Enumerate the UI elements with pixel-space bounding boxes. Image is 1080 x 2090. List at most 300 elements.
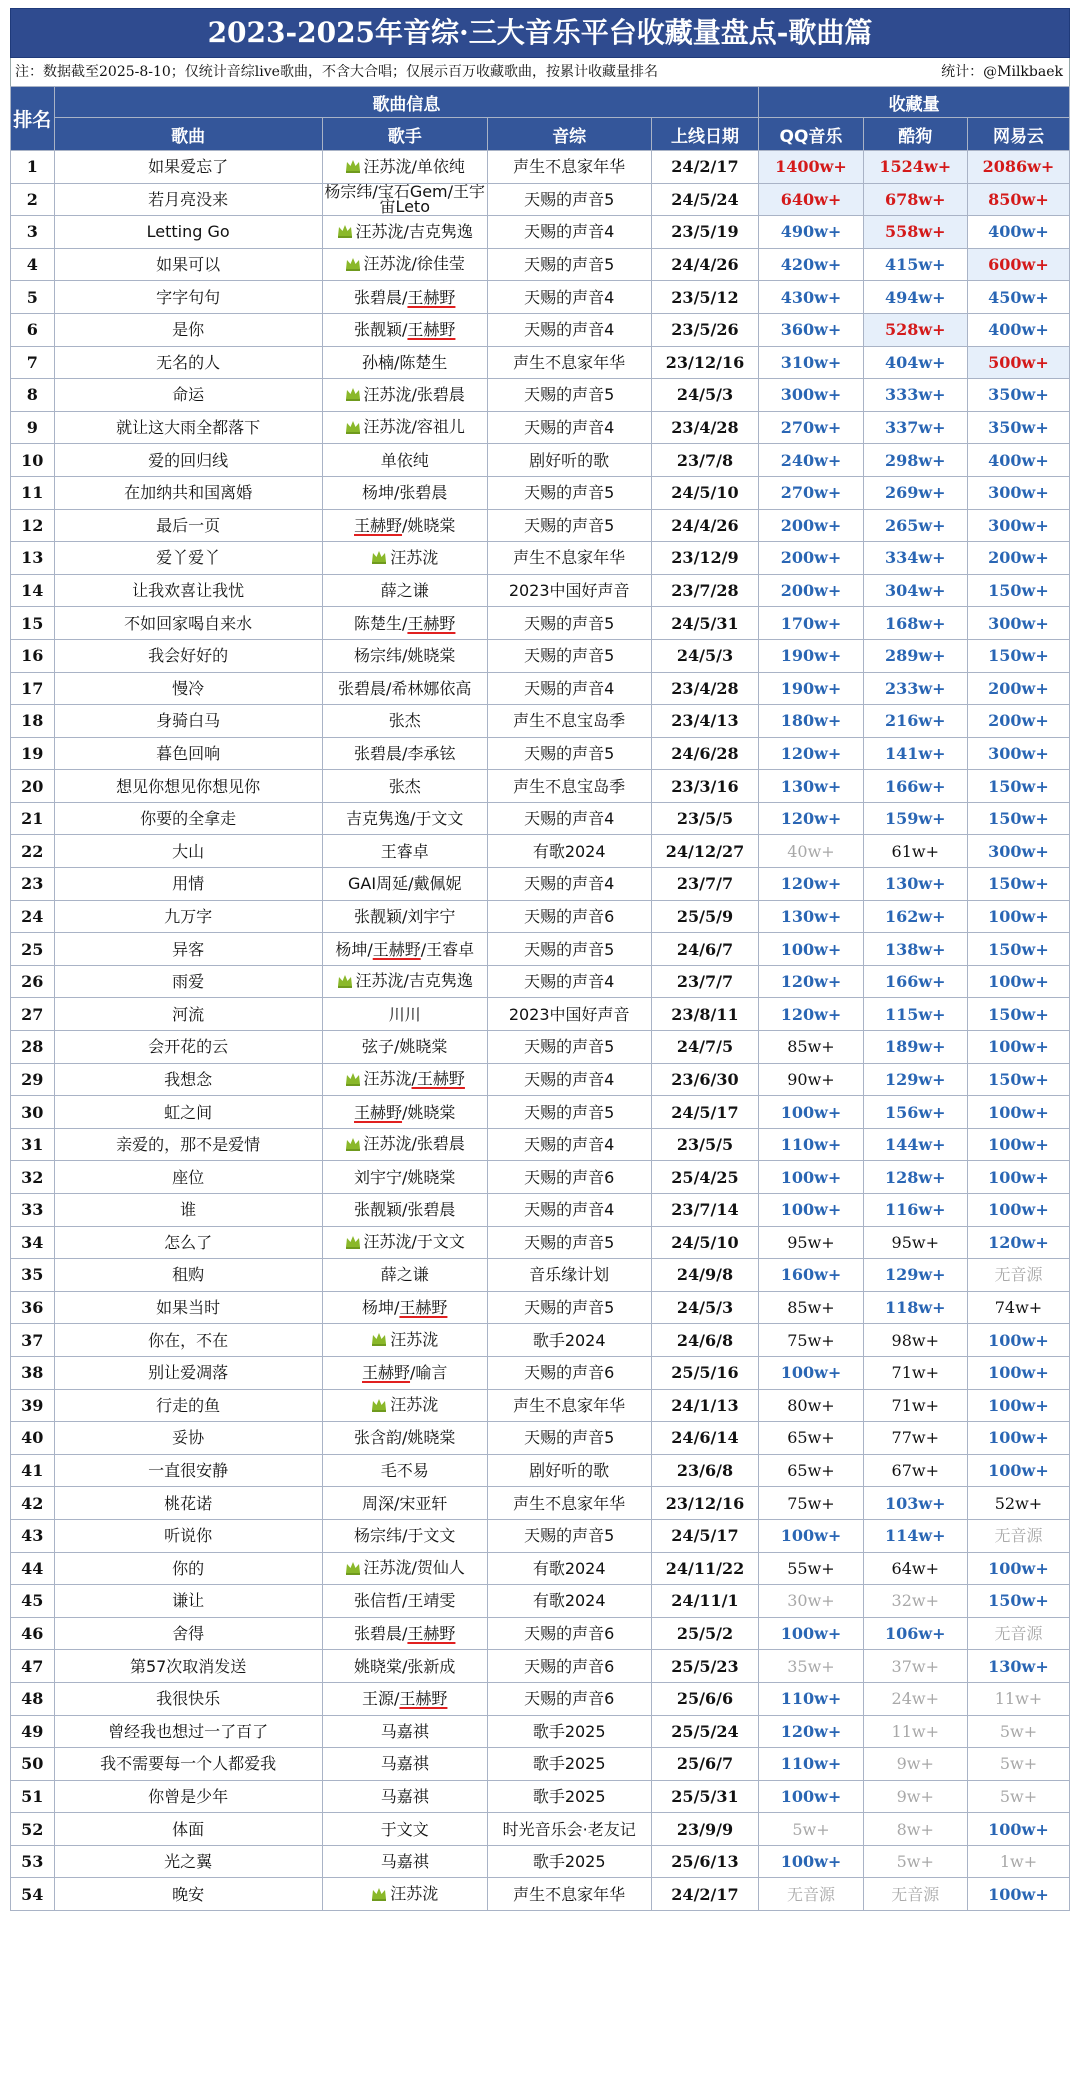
- stat-credit: 统计：@Milkbaek: [941, 64, 1063, 80]
- qq-count-cell: 180w+: [759, 705, 863, 738]
- kugou-count-cell: 233w+: [863, 672, 967, 705]
- kugou-count-cell: 64w+: [863, 1552, 967, 1585]
- table-row: [11, 835, 1070, 868]
- kugou-count-cell: 162w+: [863, 900, 967, 933]
- artist-cell: [322, 1617, 487, 1650]
- kugou-count-cell: 528w+: [863, 313, 967, 346]
- song-cell: 体面: [54, 1813, 322, 1846]
- netease-count-cell: 150w+: [967, 933, 1069, 966]
- artist-name-part: 单依纯: [380, 450, 429, 470]
- rank-cell: 27: [11, 998, 55, 1031]
- table-row: [11, 1650, 1070, 1683]
- qq-count-cell: 100w+: [759, 933, 863, 966]
- netease-count-cell: 200w+: [967, 705, 1069, 738]
- artist-name-part: 毛不易: [380, 1461, 429, 1481]
- song-cell: 爱丫爱丫: [54, 542, 322, 575]
- show-cell: 天赐的声音5: [487, 509, 651, 542]
- kugou-count-cell: 9w+: [863, 1780, 967, 1813]
- kugou-count-cell: 168w+: [863, 607, 967, 640]
- crown-icon: [345, 1072, 361, 1088]
- date-cell: 24/5/17: [651, 1096, 759, 1129]
- artist-name-part: 张碧晨/: [354, 287, 408, 307]
- rank-cell: 33: [11, 1194, 55, 1227]
- artist-name-part: 孙楠/陈楚生: [362, 352, 448, 372]
- artist-name-part: 吉克隽逸/于文文: [346, 809, 464, 829]
- netease-count-cell: 450w+: [967, 281, 1069, 314]
- artist-name-part: 王睿卓: [380, 841, 429, 861]
- kugou-count-cell: 128w+: [863, 1161, 967, 1194]
- date-cell: 23/4/28: [651, 672, 759, 705]
- artist-name-part: /王睿卓: [420, 939, 475, 959]
- artist-name-part: 于文文: [380, 1819, 429, 1839]
- artist-name-part: 汪苏泷: [390, 1329, 439, 1349]
- artist-cell: [322, 1226, 487, 1259]
- artist-name-part: 弦子/姚晓棠: [362, 1037, 448, 1057]
- kugou-count-cell: 337w+: [863, 411, 967, 444]
- rank-cell: 44: [11, 1552, 55, 1585]
- artist-cell: [322, 672, 487, 705]
- table-row: [11, 346, 1070, 379]
- netease-count-cell: 300w+: [967, 509, 1069, 542]
- artist-cell: [322, 1259, 487, 1292]
- date-cell: 23/4/28: [651, 411, 759, 444]
- qq-count-cell: 120w+: [759, 1715, 863, 1748]
- artist-name-part: 汪苏泷: [363, 254, 412, 274]
- netease-count-cell: 5w+: [967, 1748, 1069, 1781]
- kugou-count-cell: 166w+: [863, 770, 967, 803]
- rank-cell: 14: [11, 574, 55, 607]
- show-cell: 天赐的声音5: [487, 379, 651, 412]
- show-cell: 天赐的声音6: [487, 1650, 651, 1683]
- header-collection: 收藏量: [759, 87, 1070, 118]
- qq-count-cell: 160w+: [759, 1259, 863, 1292]
- song-cell: 一直很安静: [54, 1454, 322, 1487]
- date-cell: 23/5/5: [651, 1128, 759, 1161]
- artist-cell: [322, 933, 487, 966]
- qq-count-cell: 200w+: [759, 509, 863, 542]
- kugou-count-cell: 71w+: [863, 1356, 967, 1389]
- artist-name-part: 川川: [388, 1004, 421, 1024]
- netease-count-cell: 74w+: [967, 1291, 1069, 1324]
- crown-icon: [371, 1332, 387, 1348]
- qq-count-cell: 85w+: [759, 1291, 863, 1324]
- song-cell: 异客: [54, 933, 322, 966]
- netease-count-cell: 150w+: [967, 802, 1069, 835]
- artist-cell: [322, 542, 487, 575]
- header-rank: 排名: [11, 87, 55, 151]
- table-row: [11, 379, 1070, 412]
- artist-cell: [322, 1031, 487, 1064]
- date-cell: 24/11/1: [651, 1585, 759, 1618]
- date-cell: 25/5/23: [651, 1650, 759, 1683]
- table-row: [11, 868, 1070, 901]
- netease-count-cell: 100w+: [967, 1324, 1069, 1357]
- rank-cell: 47: [11, 1650, 55, 1683]
- date-cell: 24/7/5: [651, 1031, 759, 1064]
- qq-count-cell: 120w+: [759, 868, 863, 901]
- show-cell: 天赐的声音5: [487, 933, 651, 966]
- netease-count-cell: 100w+: [967, 1422, 1069, 1455]
- netease-count-cell: 5w+: [967, 1780, 1069, 1813]
- table-row: [11, 542, 1070, 575]
- netease-count-cell: 100w+: [967, 1161, 1069, 1194]
- date-cell: 24/4/26: [651, 509, 759, 542]
- qq-count-cell: 1400w+: [759, 151, 863, 184]
- rank-cell: 28: [11, 1031, 55, 1064]
- artist-name-part: 王赫野: [362, 1363, 411, 1383]
- artist-name-part: 王源/: [362, 1689, 400, 1709]
- show-cell: 天赐的声音5: [487, 248, 651, 281]
- show-cell: 声生不息家年华: [487, 1878, 651, 1911]
- song-cell: 我不需要每一个人都爱我: [54, 1748, 322, 1781]
- netease-count-cell: 100w+: [967, 1031, 1069, 1064]
- table-row: [11, 998, 1070, 1031]
- show-cell: 歌手2025: [487, 1780, 651, 1813]
- song-cell: 若月亮没来: [54, 183, 322, 216]
- show-cell: 天赐的声音6: [487, 900, 651, 933]
- rank-cell: 4: [11, 248, 55, 281]
- artist-name-part: 汪苏泷: [363, 1232, 412, 1252]
- song-cell: 你的: [54, 1552, 322, 1585]
- song-cell: 是你: [54, 313, 322, 346]
- date-cell: 23/12/9: [651, 542, 759, 575]
- table-row: [11, 900, 1070, 933]
- rank-cell: 29: [11, 1063, 55, 1096]
- artist-name-part: /张碧晨: [411, 384, 465, 404]
- artist-name-part: 张碧晨/希林娜依高: [338, 678, 472, 698]
- song-cell: 会开花的云: [54, 1031, 322, 1064]
- kugou-count-cell: 138w+: [863, 933, 967, 966]
- qq-count-cell: 120w+: [759, 802, 863, 835]
- show-cell: 天赐的声音5: [487, 1519, 651, 1552]
- artist-name-part: /姚晓棠: [402, 1102, 456, 1122]
- artist-name-part: 张信哲/王靖雯: [354, 1591, 456, 1611]
- table-row: [11, 1161, 1070, 1194]
- qq-count-cell: 110w+: [759, 1682, 863, 1715]
- kugou-count-cell: 71w+: [863, 1389, 967, 1422]
- date-cell: 23/6/8: [651, 1454, 759, 1487]
- show-cell: 天赐的声音4: [487, 1128, 651, 1161]
- artist-cell: [322, 476, 487, 509]
- kugou-count-cell: 8w+: [863, 1813, 967, 1846]
- kugou-count-cell: 404w+: [863, 346, 967, 379]
- kugou-count-cell: 216w+: [863, 705, 967, 738]
- netease-count-cell: 100w+: [967, 965, 1069, 998]
- rank-cell: 41: [11, 1454, 55, 1487]
- table-row: [11, 1715, 1070, 1748]
- show-cell: 声生不息家年华: [487, 542, 651, 575]
- date-cell: 24/5/17: [651, 1519, 759, 1552]
- netease-count-cell: 850w+: [967, 183, 1069, 216]
- show-cell: 声生不息宝岛季: [487, 770, 651, 803]
- date-cell: 23/5/5: [651, 802, 759, 835]
- artist-name-part: 汪苏泷: [363, 156, 412, 176]
- artist-name-part: 张靓颖/刘宇宁: [354, 906, 456, 926]
- date-cell: 24/5/3: [651, 639, 759, 672]
- artist-name-part: GAI周延/戴佩妮: [348, 874, 462, 894]
- show-cell: 音乐缘计划: [487, 1259, 651, 1292]
- netease-count-cell: 300w+: [967, 476, 1069, 509]
- song-cell: 暮色回响: [54, 737, 322, 770]
- song-cell: 大山: [54, 835, 322, 868]
- date-cell: 24/4/26: [651, 248, 759, 281]
- qq-count-cell: 100w+: [759, 1356, 863, 1389]
- netease-count-cell: 300w+: [967, 737, 1069, 770]
- qq-count-cell: 95w+: [759, 1226, 863, 1259]
- artist-cell: [322, 1324, 487, 1357]
- qq-count-cell: 55w+: [759, 1552, 863, 1585]
- date-cell: 24/5/10: [651, 1226, 759, 1259]
- artist-name-part: 汪苏泷: [363, 1134, 412, 1154]
- show-cell: 有歌2024: [487, 835, 651, 868]
- song-cell: 座位: [54, 1161, 322, 1194]
- artist-name-part: 马嘉祺: [380, 1852, 429, 1872]
- artist-name-part: /徐佳莹: [411, 254, 465, 274]
- song-cell: 第57次取消发送: [54, 1650, 322, 1683]
- song-cell: 我会好好的: [54, 639, 322, 672]
- table-row: [11, 1519, 1070, 1552]
- netease-count-cell: 150w+: [967, 639, 1069, 672]
- artist-cell: [322, 1291, 487, 1324]
- kugou-count-cell: 无音源: [863, 1878, 967, 1911]
- artist-cell: [322, 1715, 487, 1748]
- table-row: [11, 1096, 1070, 1129]
- kugou-count-cell: 106w+: [863, 1617, 967, 1650]
- artist-name-part: 周深/宋亚轩: [362, 1493, 448, 1513]
- artist-name-part: 马嘉祺: [380, 1754, 429, 1774]
- netease-count-cell: 100w+: [967, 1194, 1069, 1227]
- artist-cell: [322, 1552, 487, 1585]
- netease-count-cell: 5w+: [967, 1715, 1069, 1748]
- table-row: [11, 444, 1070, 477]
- table-row: [11, 1194, 1070, 1227]
- qq-count-cell: 270w+: [759, 411, 863, 444]
- date-cell: 24/1/13: [651, 1389, 759, 1422]
- artist-name-part: 杨宗纬/宝石Gem/王宇宙Leto: [324, 183, 486, 216]
- qq-count-cell: 310w+: [759, 346, 863, 379]
- artist-name-part: 汪苏泷: [390, 547, 439, 567]
- kugou-count-cell: 558w+: [863, 216, 967, 249]
- artist-name-part: 杨坤/张碧晨: [362, 483, 448, 503]
- song-cell: 河流: [54, 998, 322, 1031]
- ranking-table: [10, 86, 1070, 1911]
- netease-count-cell: 100w+: [967, 1096, 1069, 1129]
- qq-count-cell: 100w+: [759, 1845, 863, 1878]
- qq-count-cell: 430w+: [759, 281, 863, 314]
- song-cell: 听说你: [54, 1519, 322, 1552]
- show-cell: 有歌2024: [487, 1552, 651, 1585]
- show-cell: 时光音乐会·老友记: [487, 1813, 651, 1846]
- crown-icon: [345, 159, 361, 175]
- table-row: [11, 1682, 1070, 1715]
- song-cell: 你曾是少年: [54, 1780, 322, 1813]
- table-row: [11, 248, 1070, 281]
- show-cell: 声生不息家年华: [487, 151, 651, 184]
- artist-cell: [322, 574, 487, 607]
- kugou-count-cell: 115w+: [863, 998, 967, 1031]
- date-cell: 24/6/7: [651, 933, 759, 966]
- date-cell: 23/12/16: [651, 1487, 759, 1520]
- artist-cell: [322, 379, 487, 412]
- rank-cell: 54: [11, 1878, 55, 1911]
- date-cell: 25/5/9: [651, 900, 759, 933]
- qq-count-cell: 360w+: [759, 313, 863, 346]
- artist-name-part: /姚晓棠: [402, 515, 456, 535]
- date-cell: 23/7/28: [651, 574, 759, 607]
- date-cell: 25/6/6: [651, 1682, 759, 1715]
- table-row: [11, 705, 1070, 738]
- table-row: [11, 411, 1070, 444]
- rank-cell: 30: [11, 1096, 55, 1129]
- artist-cell: [322, 1682, 487, 1715]
- table-row: [11, 1389, 1070, 1422]
- song-cell: Letting Go: [54, 216, 322, 249]
- kugou-count-cell: 77w+: [863, 1422, 967, 1455]
- kugou-count-cell: 98w+: [863, 1324, 967, 1357]
- rank-cell: 53: [11, 1845, 55, 1878]
- artist-name-part: 汪苏泷: [363, 1558, 412, 1578]
- qq-count-cell: 5w+: [759, 1813, 863, 1846]
- rank-cell: 5: [11, 281, 55, 314]
- show-cell: 歌手2025: [487, 1845, 651, 1878]
- show-cell: 歌手2025: [487, 1748, 651, 1781]
- table-row: [11, 672, 1070, 705]
- date-cell: 24/5/24: [651, 183, 759, 216]
- rank-cell: 18: [11, 705, 55, 738]
- table-row: [11, 1063, 1070, 1096]
- artist-name-part: 汪苏泷: [363, 384, 412, 404]
- artist-cell: [322, 607, 487, 640]
- show-cell: 声生不息家年华: [487, 1389, 651, 1422]
- qq-count-cell: 300w+: [759, 379, 863, 412]
- qq-count-cell: 490w+: [759, 216, 863, 249]
- show-cell: 天赐的声音5: [487, 183, 651, 216]
- artist-cell: [322, 802, 487, 835]
- kugou-count-cell: 304w+: [863, 574, 967, 607]
- show-cell: 天赐的声音4: [487, 965, 651, 998]
- kugou-count-cell: 116w+: [863, 1194, 967, 1227]
- kugou-count-cell: 1524w+: [863, 151, 967, 184]
- crown-icon: [345, 1561, 361, 1577]
- qq-count-cell: 100w+: [759, 1161, 863, 1194]
- date-cell: 23/4/13: [651, 705, 759, 738]
- artist-name-part: 汪苏泷: [363, 1069, 412, 1089]
- show-cell: 声生不息宝岛季: [487, 705, 651, 738]
- kugou-count-cell: 95w+: [863, 1226, 967, 1259]
- rank-cell: 8: [11, 379, 55, 412]
- table-row: [11, 1878, 1070, 1911]
- artist-name-part: 张杰: [388, 711, 421, 731]
- qq-count-cell: 200w+: [759, 574, 863, 607]
- table-row: [11, 802, 1070, 835]
- song-cell: 我想念: [54, 1063, 322, 1096]
- rank-cell: 6: [11, 313, 55, 346]
- qq-count-cell: 270w+: [759, 476, 863, 509]
- kugou-count-cell: 37w+: [863, 1650, 967, 1683]
- song-cell: 就让这大雨全都落下: [54, 411, 322, 444]
- netease-count-cell: 无音源: [967, 1519, 1069, 1552]
- artist-name-part: 汪苏泷: [390, 1884, 439, 1904]
- ranking-sheet: [10, 8, 1070, 1911]
- table-row: [11, 1324, 1070, 1357]
- netease-count-cell: 200w+: [967, 672, 1069, 705]
- artist-cell: [322, 1650, 487, 1683]
- kugou-count-cell: 334w+: [863, 542, 967, 575]
- artist-name-part: 姚晓棠/张新成: [354, 1656, 456, 1676]
- artist-cell: [322, 509, 487, 542]
- artist-cell: [322, 998, 487, 1031]
- artist-cell: [322, 1128, 487, 1161]
- kugou-count-cell: 129w+: [863, 1259, 967, 1292]
- qq-count-cell: 120w+: [759, 965, 863, 998]
- show-cell: 有歌2024: [487, 1585, 651, 1618]
- rank-cell: 23: [11, 868, 55, 901]
- artist-cell: [322, 1454, 487, 1487]
- song-cell: 不如回家喝自来水: [54, 607, 322, 640]
- rank-cell: 31: [11, 1128, 55, 1161]
- show-cell: 剧好听的歌: [487, 444, 651, 477]
- date-cell: 23/7/7: [651, 965, 759, 998]
- song-cell: 谦让: [54, 1585, 322, 1618]
- song-cell: 光之翼: [54, 1845, 322, 1878]
- date-cell: 24/5/3: [651, 1291, 759, 1324]
- show-cell: 天赐的声音5: [487, 1226, 651, 1259]
- artist-name-part: /张碧晨: [411, 1134, 465, 1154]
- header-date: 上线日期: [651, 118, 759, 151]
- show-cell: 天赐的声音4: [487, 672, 651, 705]
- qq-count-cell: 120w+: [759, 737, 863, 770]
- show-cell: 天赐的声音5: [487, 476, 651, 509]
- show-cell: 天赐的声音4: [487, 868, 651, 901]
- artist-cell: [322, 1063, 487, 1096]
- table-row: [11, 1780, 1070, 1813]
- artist-cell: [322, 639, 487, 672]
- rank-cell: 10: [11, 444, 55, 477]
- rank-cell: 36: [11, 1291, 55, 1324]
- song-cell: 无名的人: [54, 346, 322, 379]
- rank-cell: 2: [11, 183, 55, 216]
- rank-cell: 51: [11, 1780, 55, 1813]
- show-cell: 天赐的声音6: [487, 1682, 651, 1715]
- table-row: [11, 1128, 1070, 1161]
- artist-cell: [322, 835, 487, 868]
- table-row: [11, 737, 1070, 770]
- rank-cell: 49: [11, 1715, 55, 1748]
- header-song: 歌曲: [54, 118, 322, 151]
- qq-count-cell: 240w+: [759, 444, 863, 477]
- kugou-count-cell: 130w+: [863, 868, 967, 901]
- artist-name-part: 张靓颖/张碧晨: [354, 1200, 456, 1220]
- rank-cell: 50: [11, 1748, 55, 1781]
- date-cell: 24/6/14: [651, 1422, 759, 1455]
- artist-name-part: 汪苏泷: [363, 417, 412, 437]
- artist-name-part: 王赫野: [399, 1298, 448, 1318]
- artist-cell: [322, 1780, 487, 1813]
- table-row: [11, 1487, 1070, 1520]
- table-row: [11, 1454, 1070, 1487]
- qq-count-cell: 35w+: [759, 1650, 863, 1683]
- date-cell: 24/2/17: [651, 151, 759, 184]
- show-cell: 天赐的声音6: [487, 1617, 651, 1650]
- table-row: [11, 509, 1070, 542]
- date-cell: 25/5/31: [651, 1780, 759, 1813]
- qq-count-cell: 110w+: [759, 1128, 863, 1161]
- show-cell: 天赐的声音4: [487, 802, 651, 835]
- netease-count-cell: 100w+: [967, 1454, 1069, 1487]
- table-row: [11, 216, 1070, 249]
- rank-cell: 17: [11, 672, 55, 705]
- table-row: [11, 183, 1070, 216]
